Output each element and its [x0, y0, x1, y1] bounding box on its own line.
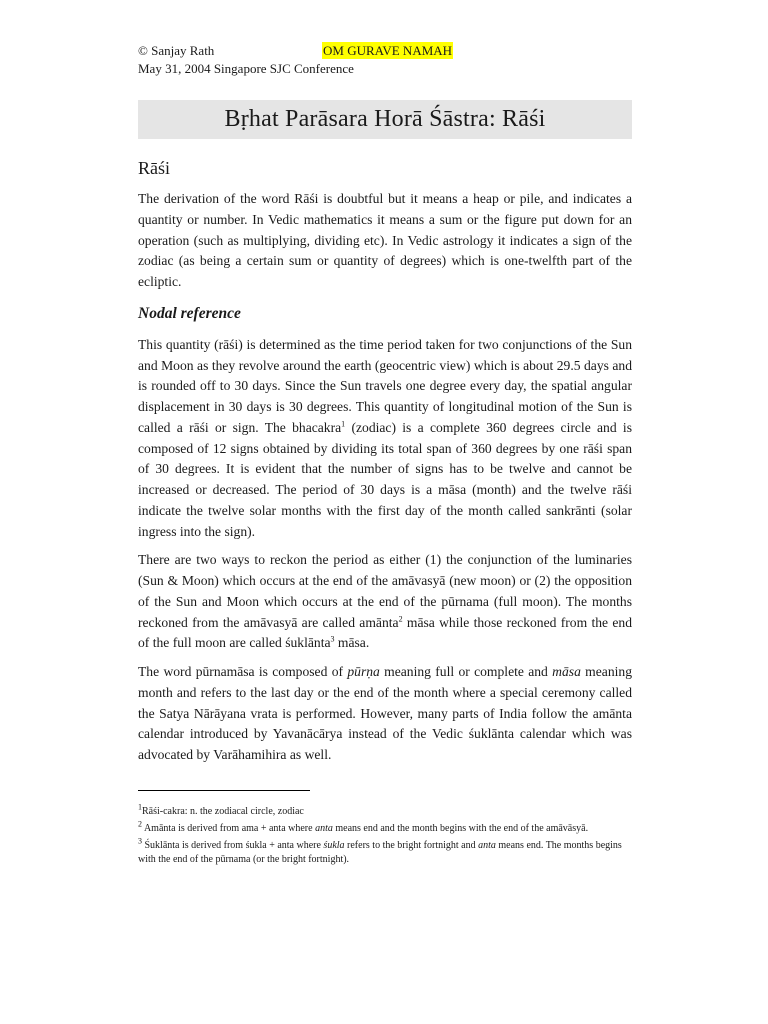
text-run: meaning month and refers to the last day or the end of the month where a special ceremony called the Satya Nārāyana vrata is performed. However, many parts of India follow the amānta calendar introduced by Yavanācārya instead of the Vedic śuklānta calendar which was advocated by Varāhamihira as well. — [138, 664, 632, 762]
text-run: This quantity (rāśi) is determined as the time period taken for two conjunctions of the Sun and Moon as they revolve around the earth (geocentric view) which is about 29.5 days and is rounded off to 30 days. Since the Sun travels one degree every day, the spatial angular displacement in 30 days is 30 degrees. This quantity of longitudinal motion of the Sun is called a rāśi or sign. The bhacakra — [138, 336, 632, 435]
footnote-text: Rāśi-cakra: n. the zodiacal circle, zodiac — [142, 805, 304, 817]
text-run: meaning full or complete and — [379, 664, 553, 679]
footnote-number: 1 — [138, 802, 142, 812]
footnote-text: means end. The months begins with the end of the pūrnama (or the bright fortnight). — [138, 840, 622, 866]
paragraph-nodal-quantity — [138, 335, 632, 543]
footnote-3 — [138, 836, 632, 867]
emphasis-masa: māsa — [552, 664, 581, 679]
mantra-highlight: OM GURAVE NAMAH — [323, 43, 453, 58]
text-run: The word pūrnamāsa is composed of — [138, 664, 348, 679]
footnote-ref-3[interactable]: 3 — [330, 634, 335, 644]
footnote-separator — [138, 790, 310, 791]
text-run: māsa. — [334, 635, 370, 651]
conference-line: May 31, 2004 Singapore SJC Conference — [138, 61, 354, 76]
footnote-text: Śuklānta is derived from śukla + anta where — [142, 840, 324, 852]
paragraph-reckon-period — [138, 550, 632, 654]
author-credit: © Sanjay Rath — [138, 43, 215, 58]
footnote-emphasis: śukla — [323, 840, 345, 852]
footnote-1 — [138, 802, 632, 819]
paragraph-derivation: The derivation of the word Rāśi is doubtful but it means a heap or pile, and indicates a quantity or number. In Vedic mathematics it means a sum or the figure put down for an operation (such as multiplying, dividing etc). In Vedic astrology it indicates a sign of the zodiac (as being a certain sum or quantity of degrees) which is one-twelfth part of the ecliptic. — [138, 191, 632, 289]
footnote-number: 3 — [138, 836, 142, 846]
footnote-2 — [138, 819, 632, 836]
footnote-emphasis: anta — [478, 840, 496, 852]
footnote-number: 2 — [138, 819, 142, 829]
text-run: (zodiac) is a complete 360 degrees circle and is composed of 12 signs obtained by dividing its total span of 360 degrees by one rāśi span of 30 degrees. It is evident that the number of signs has to be twelve and cannot be increased or decreased. The period of 30 days is a māsa (month) and the twelve rāśi indicate the twelve solar months with the first day of the month called sankrānti (solar ingress into the sign). — [138, 419, 632, 539]
document-title — [138, 100, 632, 139]
text-run: māsa while those reckoned from the end of the full moon are called śuklānta — [138, 614, 632, 651]
subsection-heading-nodal: Nodal reference — [138, 304, 241, 322]
section-heading-rasi: Rāśi — [138, 158, 171, 178]
text-run: There are two ways to reckon the period as either (1) the conjunction of the luminaries (Sun & Moon) which occurs at the end of the amāvasyā (new moon) or (2) the opposition of the Sun and Moon which occurs at the end of the pūrnama (full moon). The months reckoned from the amāvasyā are called amānta — [138, 552, 632, 630]
paragraph-purnamasa — [138, 662, 632, 766]
page-header — [138, 40, 632, 76]
footnote-text: Amānta is derived from ama + anta where — [142, 822, 316, 834]
footnote-emphasis: anta — [315, 822, 333, 834]
footnote-text: means end and the month begins with the end of the amāvāsyā. — [332, 822, 589, 834]
footnote-ref-1[interactable]: 1 — [341, 419, 346, 429]
document-title-text: Bṛhat Parāsara Horā Śāstra: Rāśi — [224, 106, 546, 132]
footnote-ref-2[interactable]: 2 — [398, 613, 403, 623]
footnote-text: refers to the bright fortnight and — [344, 840, 479, 852]
emphasis-purna: pūrṇa — [347, 664, 380, 679]
document-page — [138, 40, 632, 868]
